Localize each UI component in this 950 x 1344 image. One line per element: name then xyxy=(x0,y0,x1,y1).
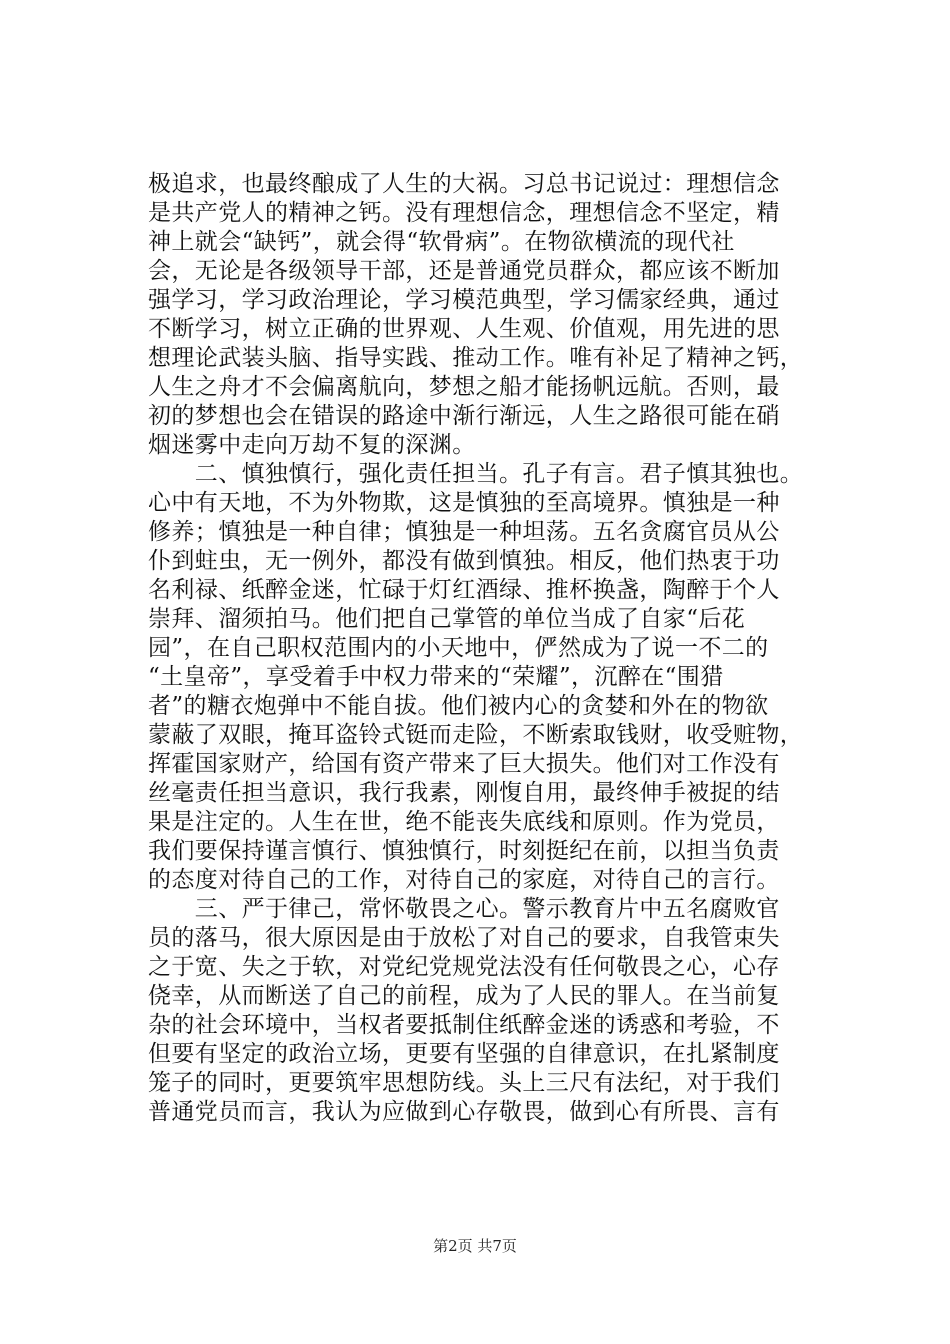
text-line: 果是注定的。人生在世，绝不能丧失底线和原则。作为党员， xyxy=(148,809,780,835)
text-line: 蒙蔽了双眼，掩耳盗铃式铤而走险，不断索取钱财，收受赃物， xyxy=(148,722,804,748)
text-line: 员的落马，很大原因是由于放松了对自己的要求，自我管束失 xyxy=(148,925,780,951)
body-text xyxy=(148,170,864,1127)
text-line: 强学习，学习政治理论，学习模范典型，学习儒家经典，通过 xyxy=(148,287,780,313)
text-line: 极追求，也最终酿成了人生的大祸。习总书记说过：理想信念 xyxy=(148,171,780,197)
text-line: 笼子的同时，更要筑牢思想防线。头上三尺有法纪，对于我们 xyxy=(148,1070,780,1096)
text-line: 心中有天地，不为外物欺，这是慎独的至高境界。慎独是一种 xyxy=(148,490,780,516)
text-line: 初的梦想也会在错误的路途中渐行渐远，人生之路很可能在硝 xyxy=(148,403,780,429)
text-line: 普通党员而言，我认为应做到心存敬畏，做到心有所畏、言有 xyxy=(148,1099,780,1125)
text-line: 之于宽、失之于软，对党纪党规党法没有任何敬畏之心，心存 xyxy=(148,954,780,980)
text-line: 是共产党人的精神之钙。没有理想信念，理想信念不坚定，精 xyxy=(148,200,780,226)
text-line: 人生之舟才不会偏离航向，梦想之船才能扬帆远航。否则，最 xyxy=(148,374,780,400)
text-line: 我们要保持谨言慎行、慎独慎行，时刻挺纪在前，以担当负责 xyxy=(148,838,780,864)
page-footer: 第2页 共7页 xyxy=(433,1237,517,1255)
text-line: 仆到蛀虫，无一例外，都没有做到慎独。相反，他们热衷于功 xyxy=(148,548,780,574)
text-line: 二、慎独慎行，强化责任担当。孔子有言。君子慎其独也。 xyxy=(148,461,804,487)
text-line: 名利禄、纸醉金迷，忙碌于灯红酒绿、推杯换盏，陶醉于个人 xyxy=(148,577,780,603)
text-line: 神上就会“缺钙”，就会得“软骨病”。在物欲横流的现代社 xyxy=(148,229,735,255)
text-line: 者”的糖衣炮弹中不能自拔。他们被内心的贪婪和外在的物欲 xyxy=(148,693,769,719)
text-line: 但要有坚定的政治立场，更要有坚强的自律意识，在扎紧制度 xyxy=(148,1041,780,1067)
text-line: 烟迷雾中走向万劫不复的深渊。 xyxy=(148,432,476,458)
text-line: 想理论武装头脑、指导实践、推动工作。唯有补足了精神之钙， xyxy=(148,345,804,371)
text-line: 园”，在自己职权范围内的小天地中，俨然成为了说一不二的 xyxy=(148,635,769,661)
text-line: “土皇帝”，享受着手中权力带来的“荣耀”，沉醉在“围猎 xyxy=(148,664,724,690)
text-line: 侥幸，从而断送了自己的前程，成为了人民的罪人。在当前复 xyxy=(148,983,780,1009)
text-line: 杂的社会环境中，当权者要抵制住纸醉金迷的诱惑和考验，不 xyxy=(148,1012,780,1038)
text-line: 三、严于律己，常怀敬畏之心。警示教育片中五名腐败官 xyxy=(148,896,780,922)
text-line: 崇拜、溜须拍马。他们把自己掌管的单位当成了自家“后花 xyxy=(148,606,746,632)
text-line: 丝毫责任担当意识，我行我素，刚愎自用，最终伸手被捉的结 xyxy=(148,780,780,806)
text-line: 的态度对待自己的工作，对待自己的家庭，对待自己的言行。 xyxy=(148,867,780,893)
text-line: 不断学习，树立正确的世界观、人生观、价值观，用先进的思 xyxy=(148,316,780,342)
text-line: 会，无论是各级领导干部，还是普通党员群众，都应该不断加 xyxy=(148,258,780,284)
text-line: 修养；慎独是一种自律；慎独是一种坦荡。五名贪腐官员从公 xyxy=(148,519,780,545)
text-line: 挥霍国家财产，给国有资产带来了巨大损失。他们对工作没有 xyxy=(148,751,780,777)
